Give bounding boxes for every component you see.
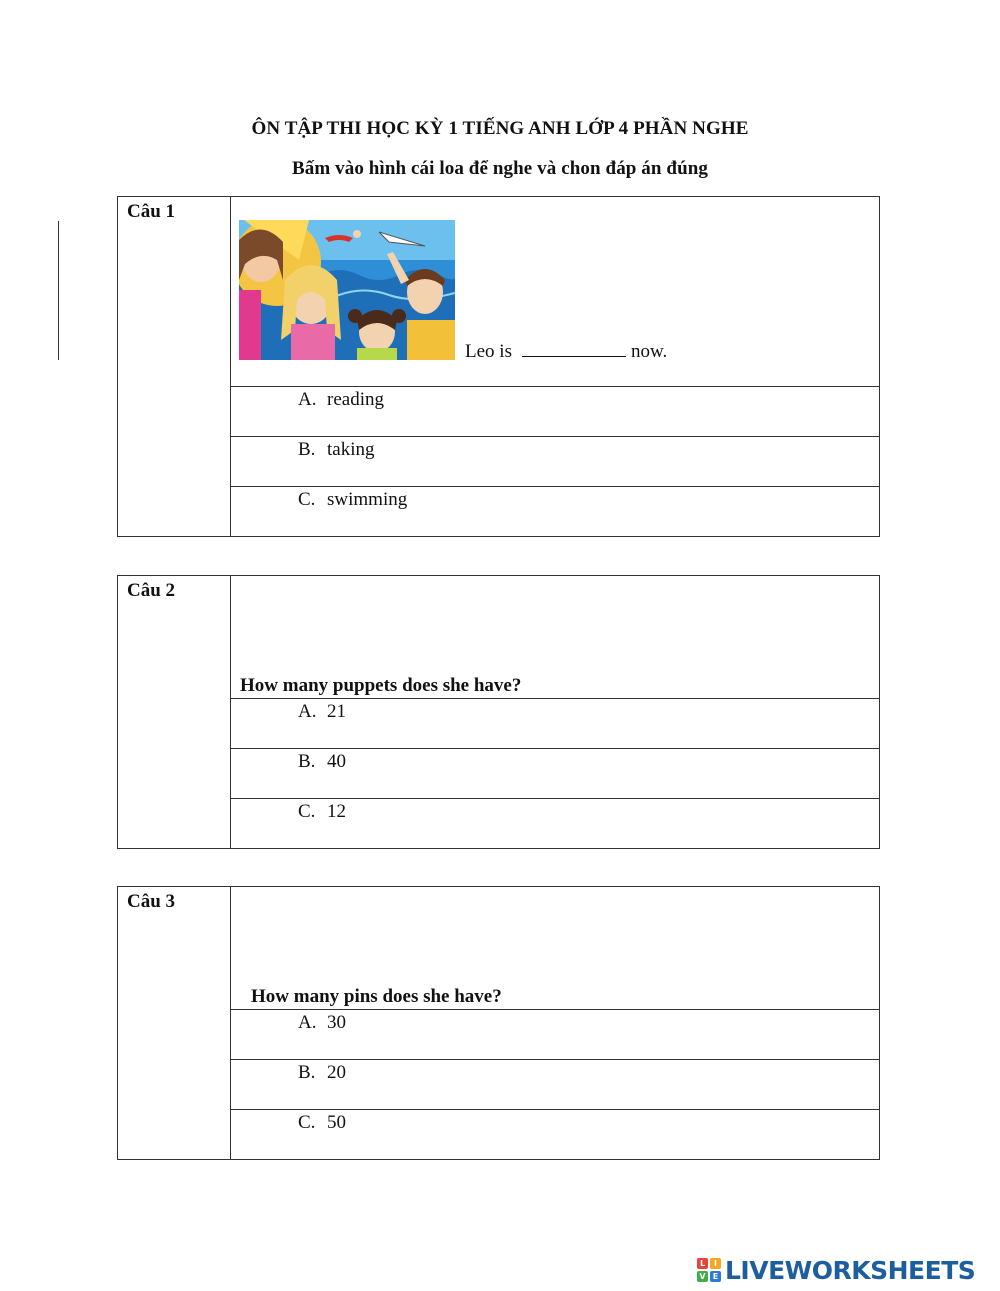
option-letter: C. — [298, 801, 316, 822]
option-letter: B. — [298, 439, 316, 460]
question-3-stem — [231, 887, 880, 1010]
question-3-option-b[interactable] — [231, 1060, 880, 1110]
question-2-option-c[interactable] — [231, 799, 880, 849]
option-text: swimming — [327, 489, 408, 510]
answer-blank — [522, 340, 626, 357]
option-letter: A. — [298, 1012, 317, 1033]
worksheet-title: ÔN TẬP THI HỌC KỲ 1 TIẾNG ANH LỚP 4 PHẦN NGHE — [251, 118, 749, 139]
question-1-option-c[interactable] — [231, 487, 880, 537]
question-1-label: Câu 1 — [118, 197, 231, 537]
option-letter: C. — [298, 1112, 316, 1133]
question-2-option-b[interactable] — [231, 749, 880, 799]
option-text: reading — [327, 389, 384, 410]
logo-badge-letter: L — [697, 1258, 708, 1269]
logo-badge-icon — [697, 1258, 721, 1282]
logo-badge-letter: I — [710, 1258, 721, 1269]
question-3-text: How many pins does she have? — [251, 986, 502, 1007]
option-letter: B. — [298, 1062, 316, 1083]
question-2-text: How many puppets does she have? — [240, 675, 522, 696]
question-1-table — [117, 196, 880, 537]
option-letter: A. — [298, 701, 317, 722]
question-1-option-b[interactable] — [231, 437, 880, 487]
option-text: 21 — [327, 701, 346, 722]
logo-text: LIVEWORKSHEETS — [725, 1255, 976, 1285]
question-1-sentence-end: now. — [630, 341, 668, 362]
question-2-option-a[interactable] — [231, 699, 880, 749]
question-3-option-c[interactable] — [231, 1110, 880, 1160]
question-1-sentence-start: Leo is — [465, 341, 512, 362]
option-text: 12 — [327, 801, 346, 822]
liveworksheets-logo[interactable] — [697, 1253, 975, 1287]
question-2-label: Câu 2 — [118, 576, 231, 849]
question-1-sentence — [465, 340, 667, 363]
question-2-stem — [231, 576, 880, 699]
question-3-table — [117, 886, 880, 1160]
option-text: taking — [327, 439, 375, 460]
worksheet-instruction: Bấm vào hình cái loa để nghe và chon đáp án đúng — [291, 158, 709, 179]
question-2-table — [117, 575, 880, 849]
option-letter: B. — [298, 751, 316, 772]
margin-line — [58, 221, 59, 360]
option-text: 50 — [327, 1112, 346, 1133]
question-1-picture[interactable] — [239, 220, 455, 360]
question-1-stem — [231, 197, 880, 387]
logo-badge-letter: V — [697, 1271, 708, 1282]
question-1-option-a[interactable] — [231, 387, 880, 437]
option-letter: A. — [298, 389, 317, 410]
logo-badge-letter: E — [710, 1271, 721, 1282]
option-letter: C. — [298, 489, 316, 510]
question-3-label: Câu 3 — [118, 887, 231, 1160]
question-3-option-a[interactable] — [231, 1010, 880, 1060]
option-text: 30 — [327, 1012, 346, 1033]
option-text: 20 — [327, 1062, 346, 1083]
option-text: 40 — [327, 751, 346, 772]
